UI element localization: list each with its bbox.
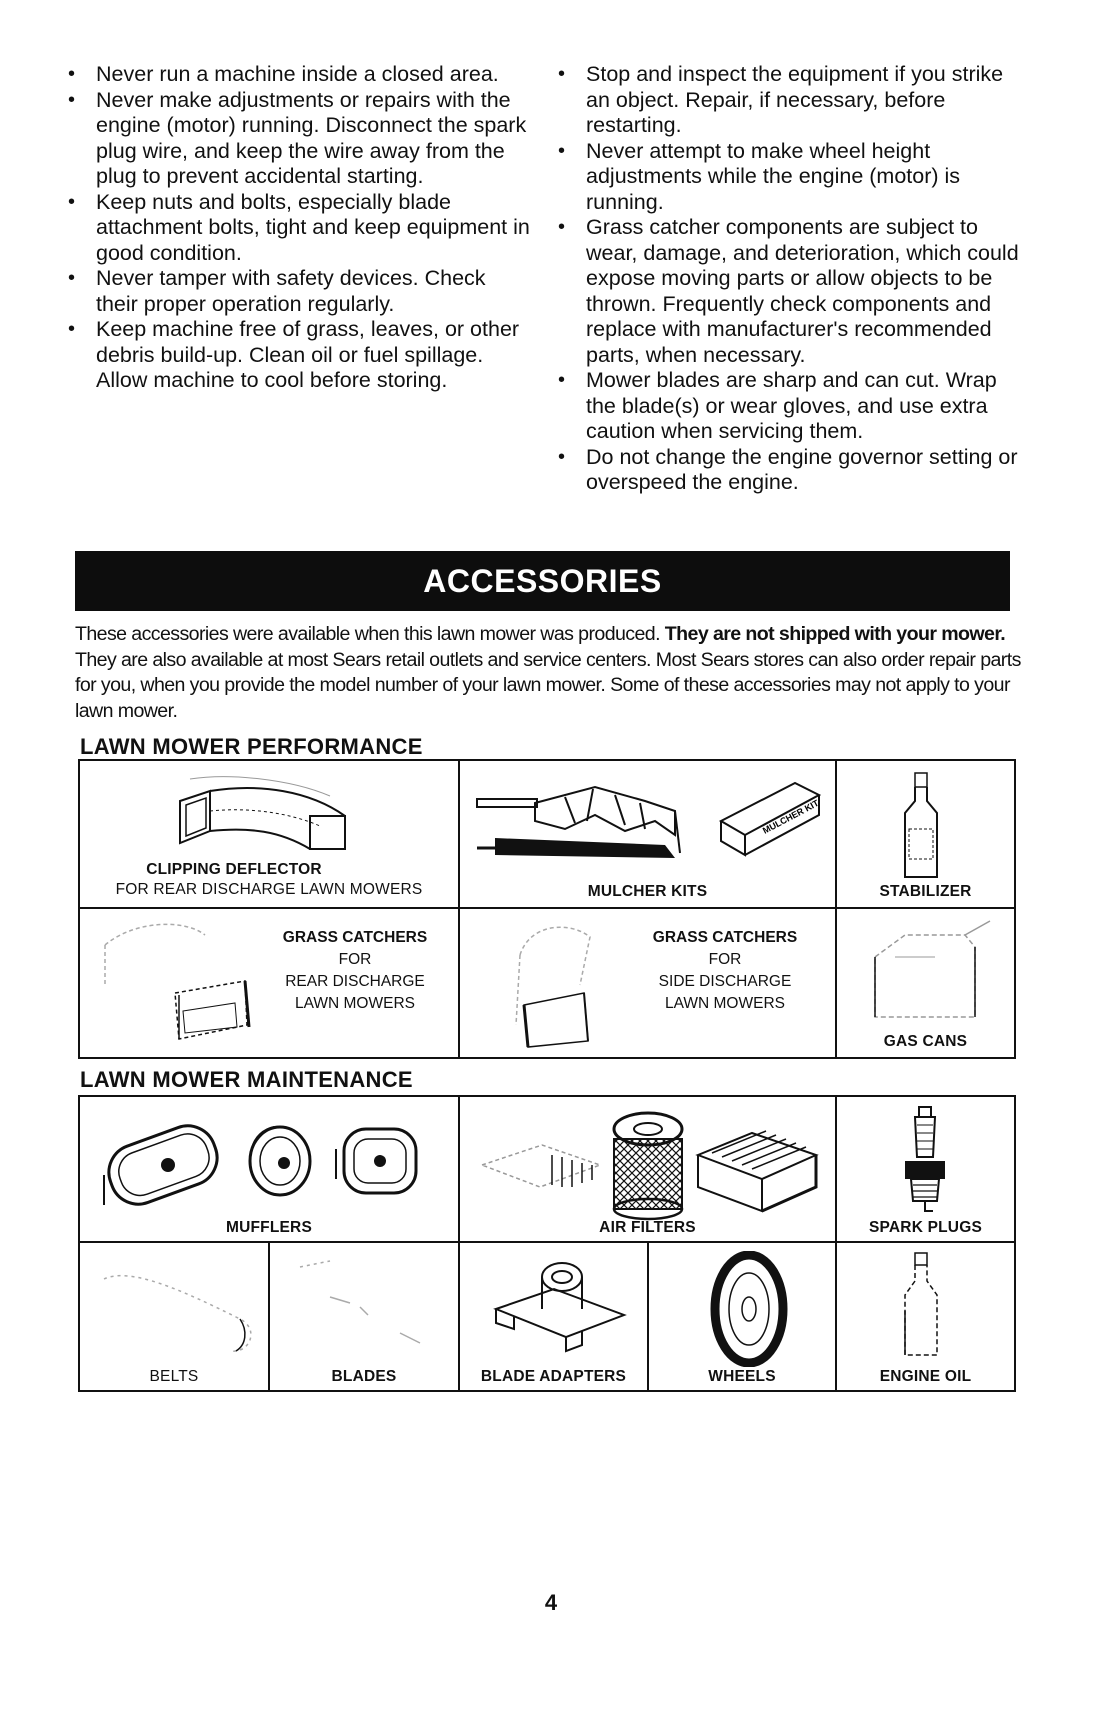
rear-catchers-cell [80,909,458,1057]
performance-grid [78,759,1016,1059]
side-catchers-line4: LAWN MOWERS [665,995,785,1012]
spark-plug-icon [897,1105,953,1215]
air-filter-box-icon [692,1127,822,1217]
safety-bullet: • Do not change the engine governor setting or overspeed the engine. [552,445,1022,496]
intro-bold-text: They are not shipped with your mower. [664,623,1006,645]
rear-catcher-icon [95,915,265,1055]
rear-catchers-caption [255,927,455,1015]
safety-bullet: • Never make adjustments or repairs with the engine (motor) running. Disconnect the spark plug wire, and keep the wire away from the plug to prevent accidental starting. [62,88,532,190]
wheel-icon [709,1251,789,1367]
performance-title: LAWN MOWER PERFORMANCE [80,734,423,759]
rear-catchers-line4: LAWN MOWERS [295,995,415,1012]
mulcher-kit-box-icon [715,771,825,861]
muffler-large-icon [98,1115,238,1215]
safety-bullet: • Grass catcher components are subject to wear, damage, and deterioration, which could expose moving parts or allow objects to be thrown. Frequently check components and replace with manufacturer's recommended parts, when necessary. [552,215,1022,368]
spark-plugs-label: SPARK PLUGS [868,1219,982,1236]
muffler-small-icon [330,1119,430,1209]
gas-cans-cell [837,909,1014,1057]
side-catchers-caption [625,927,825,1015]
engine-oil-bottle-icon [901,1251,941,1361]
safety-list-left [62,62,532,394]
mulcher-kits-label: MULCHER KITS [587,883,708,900]
mufflers-cell [80,1097,458,1241]
safety-list-right [552,62,1022,496]
safety-bullet: • Mower blades are sharp and can cut. Wrap the blade(s) or wear gloves, and use extra caution when servicing them. [552,368,1022,445]
maintenance-title: LAWN MOWER MAINTENANCE [80,1067,413,1092]
blades-label: BLADES [331,1368,397,1385]
safety-bullet: • Keep machine free of grass, leaves, or other debris build-up. Clean oil or fuel spillage. Allow machine to cool before storing. [62,317,532,394]
mulcher-kits-cell [460,761,835,907]
safety-bullet: • Never tamper with safety devices. Check their proper operation regularly. [62,266,532,317]
side-catchers-cell [460,909,835,1057]
accessories-intro [75,622,1025,724]
air-filter-flat-icon [472,1125,602,1205]
side-catchers-title: GRASS CATCHERS [652,929,798,946]
side-catchers-line2: FOR [708,951,742,968]
mufflers-label: MUFFLERS [226,1219,312,1236]
safety-bullet: • Keep nuts and bolts, especially blade attachment bolts, tight and keep equipment in good condition. [62,190,532,267]
belts-label: BELTS [149,1368,199,1385]
engine-oil-label: ENGINE OIL [879,1368,972,1385]
safety-bullet: • Stop and inspect the equipment if you strike an object. Repair, if necessary, before restarting. [552,62,1022,139]
clipping-deflector-sublabel: FOR REAR DISCHARGE LAWN MOWERS [115,881,423,898]
stabilizer-cell [837,761,1014,907]
spark-plugs-cell [837,1097,1014,1241]
muffler-round-icon [240,1119,320,1199]
intro-text: These accessories were available when this lawn mower was produced. [75,623,665,645]
intro-text-cont: They are also available at most Sears retail outlets and service centers. Most Sears stores can also order repair parts for you, when you provide the model number of your lawn mower. Some of these accessories may not apply to your lawn mower. [75,648,1021,722]
clipping-deflector-icon [170,771,360,856]
page-number: 4 [544,1590,558,1615]
accessories-banner: ACCESSORIES [75,551,1010,611]
rear-catchers-line3: REAR DISCHARGE [285,973,425,990]
mulcher-kit-box-text: MULCHER KIT [761,797,821,836]
gas-can-icon [865,917,995,1027]
gas-cans-label: GAS CANS [883,1033,968,1050]
blade-adapters-cell [460,1243,647,1390]
air-filters-cell [460,1097,835,1241]
clipping-deflector-cell [80,761,458,907]
maintenance-grid [78,1095,1016,1392]
wheels-cell [649,1243,835,1390]
side-catchers-line3: SIDE DISCHARGE [658,973,792,990]
air-filters-label: AIR FILTERS [599,1219,696,1236]
air-filter-round-icon [608,1109,688,1221]
safety-bullet: • Never attempt to make wheel height adjustments while the engine (motor) is running. [552,139,1022,216]
clipping-deflector-label: CLIPPING DEFLECTOR [146,861,322,878]
blade-icon [290,1257,440,1357]
blade-adapter-icon [490,1253,630,1363]
side-catcher-icon [500,915,620,1055]
blades-cell [270,1243,458,1390]
stabilizer-bottle-icon [901,771,941,881]
rear-catchers-line2: FOR [338,951,372,968]
belts-cell [80,1243,268,1390]
mulcher-blade-icon [475,773,705,863]
stabilizer-label: STABILIZER [879,883,972,900]
belt-icon [90,1259,260,1359]
safety-bullet: • Never run a machine inside a closed area. [62,62,532,88]
rear-catchers-title: GRASS CATCHERS [282,929,428,946]
blade-adapters-label: BLADE ADAPTERS [480,1368,627,1385]
engine-oil-cell [837,1243,1014,1390]
wheels-label: WHEELS [708,1368,776,1385]
